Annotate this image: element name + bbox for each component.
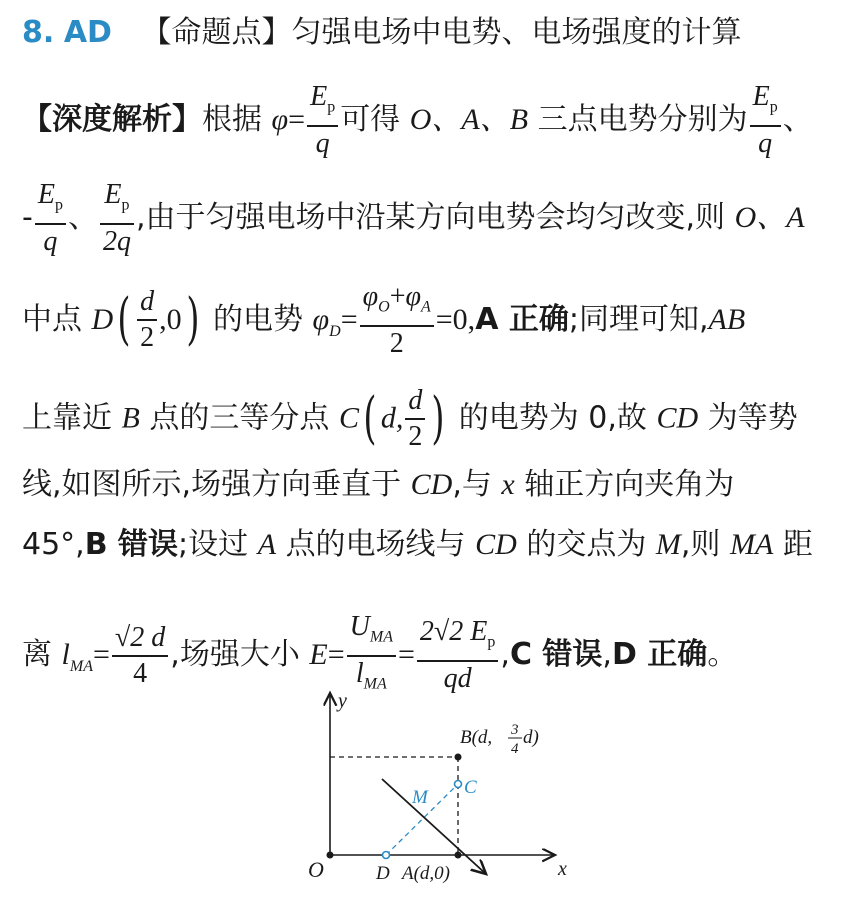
text: , — [500, 637, 510, 673]
math-phi-a: φ — [405, 281, 421, 312]
math-four: 4 — [133, 657, 148, 689]
math-sub-ma: MA — [363, 675, 387, 693]
text: 的电势为 0,故 — [458, 400, 647, 436]
text: 上靠近 — [22, 400, 112, 436]
sep: 、 — [782, 101, 813, 137]
math-p: p — [121, 196, 130, 214]
math-b: B — [121, 401, 140, 435]
analysis-line-4: 上靠近 B 点的三等分点 C( d, $\frac{d}{2}$ ) 的电势为 0,故 CD 为等势 — [22, 385, 798, 452]
math-sub-d: D — [329, 322, 341, 340]
math-oab: O、A、B — [409, 102, 529, 136]
text: 的交点为 — [526, 527, 647, 562]
math-eq: = — [340, 302, 358, 336]
point-c — [455, 781, 462, 788]
text: 根据 — [202, 101, 262, 137]
math-eq: = — [288, 102, 306, 136]
point-a — [455, 852, 462, 859]
analysis-line-2: - $\frac{E_p}{q}$ 、 $\frac{E_p}{2q}$ ,由于匀强电场中沿某方向电势会均匀改变,则 O、A — [22, 179, 805, 257]
math-two: 2 — [389, 327, 404, 359]
x-label: x — [558, 858, 567, 880]
analysis-line-1 — [22, 80, 840, 161]
fraction-phi-sum-over-2 — [360, 280, 434, 361]
text: 线,如图所示,场强方向垂直于 — [22, 467, 402, 502]
math-l: l — [61, 638, 70, 672]
correct-d: D 正确 — [611, 637, 708, 673]
math-eq: = — [397, 638, 415, 672]
b-label-prefix: B(d, — [460, 727, 493, 748]
text: ;设过 — [178, 527, 249, 562]
fraction-d-over-2 — [137, 285, 157, 355]
sep: 、 — [67, 199, 98, 235]
math-cd: CD — [410, 468, 453, 501]
math-2sqrt2ep: 2√2 E — [419, 616, 488, 648]
wrong-b: B 错误 — [84, 527, 179, 562]
math-p: p — [327, 98, 336, 116]
math-p: p — [487, 633, 496, 651]
text: 三点电势分别为 — [537, 101, 748, 137]
b-label-suffix: d) — [523, 727, 539, 748]
text: ,场强大小 — [170, 637, 300, 673]
b-frac-den: 4 — [511, 741, 519, 757]
math-two: 2 — [408, 421, 423, 452]
text: ;同理可知, — [568, 301, 709, 337]
math-plus: + — [389, 281, 406, 312]
fraction-sqrt2d-over-4 — [112, 621, 168, 691]
math-ma: MA — [729, 528, 774, 561]
point-d — [383, 852, 390, 859]
math-q: q — [758, 127, 773, 159]
math-eq: = — [327, 638, 345, 672]
b-frac-num: 3 — [511, 722, 519, 738]
text: 由于匀强电场中沿某方向电势会均匀改变,则 — [145, 199, 726, 235]
math-d-point: D — [91, 302, 114, 336]
fraction-ep-over-q — [307, 80, 338, 161]
fraction-d-over-2-c — [405, 384, 425, 454]
math-comma0: ,0 — [159, 302, 182, 336]
text: 45°, — [22, 527, 85, 562]
math-d-comma: d, — [380, 401, 404, 435]
math-cd: CD — [475, 528, 517, 561]
analysis-tag: 【深度解析】 — [22, 101, 202, 137]
a-label: A(d,0) — [402, 863, 451, 884]
math-2q: 2q — [102, 225, 131, 257]
question-number: 8. — [22, 15, 55, 50]
analysis-line-5 — [22, 466, 840, 504]
c-label: C — [464, 777, 477, 798]
math-phi-o: φ — [362, 281, 379, 312]
text: 。 — [707, 637, 738, 673]
math-a: A — [257, 528, 277, 561]
math-l: l — [355, 657, 364, 689]
math-eq: = — [93, 638, 110, 672]
math-u: U — [349, 611, 370, 642]
text: 为等势 — [707, 400, 798, 436]
math-m: M — [655, 528, 681, 561]
topic-tag: 【命题点】 — [141, 15, 292, 50]
text: =0, — [435, 302, 476, 336]
wrong-c: C 错误 — [509, 637, 603, 673]
text: 点的电场线与 — [285, 527, 466, 562]
math-d: d — [140, 286, 155, 318]
math-x: x — [501, 468, 515, 501]
math-c: C — [338, 401, 359, 435]
math-sub-o: O — [378, 298, 390, 316]
math-ep: E — [104, 179, 122, 210]
fraction-neg-ep-over-q — [35, 178, 66, 259]
y-label: y — [338, 690, 347, 712]
math-phi: φ — [271, 102, 289, 136]
math-minus: - — [22, 199, 33, 235]
text: 点的三等分点 — [149, 400, 330, 436]
text: ,则 — [680, 527, 721, 562]
math-qd: qd — [443, 662, 472, 694]
text: 中点 — [22, 301, 82, 337]
analysis-line-6 — [22, 526, 840, 564]
math-phi-d: φ — [312, 302, 330, 336]
text: 离 — [22, 637, 52, 673]
point-b — [455, 754, 462, 761]
math-oa: O、A — [734, 200, 805, 234]
math-sub-a: A — [420, 298, 431, 316]
text: ,与 — [452, 467, 492, 502]
math-e: E — [309, 638, 328, 672]
math-q: q — [43, 225, 58, 257]
analysis-line-3: 中点 D( $\frac{d}{2}$ ,0) 的电势 $\varphi_D=$ $\frac{\varphi_O+\varphi_A}{2}$ =0,A 正确;同理可知,AB — [22, 281, 746, 359]
m-label: M — [412, 787, 428, 808]
fraction-ep-over-2q — [100, 178, 134, 259]
text: 距 — [782, 527, 813, 562]
b-label — [460, 727, 492, 748]
header-line — [22, 14, 840, 52]
fraction-2sqrt2ep-over-qd — [417, 615, 498, 696]
point-o — [327, 852, 334, 859]
math-cd: CD — [656, 401, 699, 435]
math-p: p — [769, 98, 778, 116]
math-ep: E — [37, 179, 55, 210]
math-ep: E — [310, 81, 328, 112]
math-ab: AB — [708, 302, 746, 336]
math-p: p — [54, 196, 63, 214]
text: 可得 — [340, 101, 401, 137]
math-ep: E — [752, 81, 770, 112]
math-d: d — [408, 385, 423, 416]
text: 的电势 — [212, 301, 303, 337]
origin-label: O — [308, 857, 324, 882]
fraction-ep-over-q-2 — [750, 80, 781, 161]
answer-label: AD — [63, 15, 112, 50]
field-diagram — [290, 685, 590, 895]
text: , — [602, 637, 612, 673]
math-sub-ma: MA — [69, 658, 93, 676]
math-sqrt2d: √2 d — [114, 621, 166, 653]
math-q: q — [315, 127, 330, 159]
text: 轴正方向夹角为 — [524, 467, 735, 502]
math-sub-ma: MA — [369, 628, 393, 646]
d-label: D — [376, 863, 390, 884]
math-two: 2 — [140, 322, 155, 354]
correct-a: A 正确 — [475, 301, 569, 337]
topic-text: 匀强电场中电势、电场强度的计算 — [291, 15, 742, 50]
